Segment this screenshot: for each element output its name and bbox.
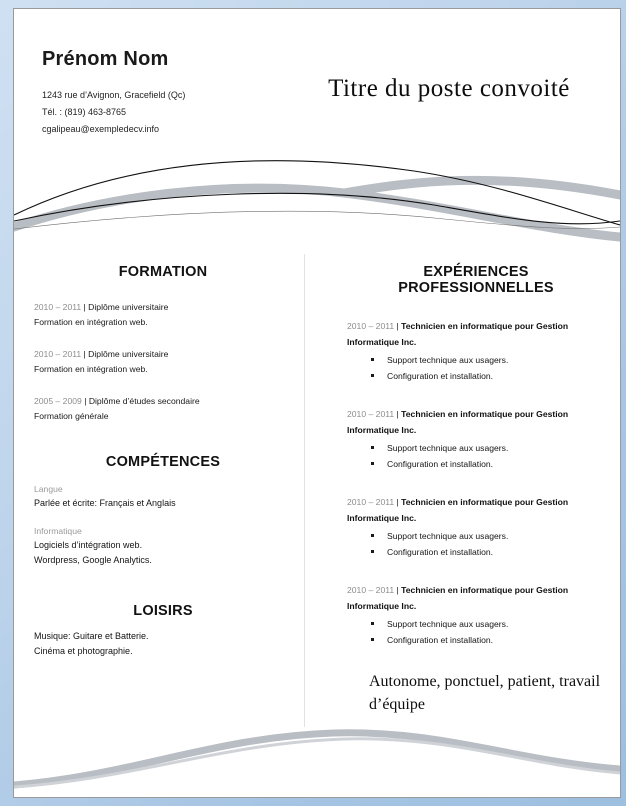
experience-date: 2010 – 2011 [347,497,395,507]
qualities-tagline: Autonome, ponctuel, patient, travail d’équipe [369,673,601,713]
formation-separator: | [83,302,86,312]
experience-role: Technicien en informatique pour Gestion Informatique Inc. [347,497,569,523]
applicant-name: Prénom Nom [42,48,169,70]
competence-line: Wordpress, Google Analytics. [34,555,152,565]
top-wave-decoration [14,149,620,254]
section-heading-loisirs: LOISIRS [133,602,193,619]
experience-role: Technicien en informatique pour Gestion Informatique Inc. [347,409,569,435]
formation-separator: | [84,396,87,406]
section-heading-competences: COMPÉTENCES [105,454,221,470]
loisir-line: Cinéma et photographie. [34,646,133,656]
formation-date: 2010 – 2011 [34,349,82,359]
competence-group [34,526,292,569]
wave-gray-band-left [14,188,620,237]
experience-date: 2010 – 2011 [347,409,395,419]
competence-group-label: Informatique [34,525,82,536]
competences-groups [34,484,292,569]
formation-detail: Formation générale [34,411,109,421]
contact-block [42,87,185,138]
formation-detail: Formation en intégration web. [34,364,148,374]
section-heading-formation: FORMATION [118,264,208,280]
experience-entry [347,582,605,648]
wave-gray-band-right [344,180,620,195]
formation-degree: Diplôme d’études secondaire [88,396,200,406]
section-heading-experiences: EXPÉRIENCES PROFESSIONNELLES [398,264,554,296]
left-column [34,264,292,660]
experience-role: Technicien en informatique pour Gestion Informatique Inc. [347,321,569,347]
experience-bullet: Support technique aux usagers. [347,616,605,632]
contact-email: cgalipeau@exempledecv.info [42,124,160,134]
formation-entries [34,300,292,424]
experience-entry [347,406,605,472]
experience-bullet: Support technique aux usagers. [347,440,605,456]
experience-bullet: Support technique aux usagers. [347,352,605,368]
right-column [347,264,605,716]
contact-phone: Tél. : (819) 463-8765 [42,107,127,117]
experience-separator: | [396,497,399,507]
competence-line: Logiciels d’intégration web. [34,539,143,550]
bottom-wave-decoration [14,717,620,797]
experience-bullets [347,352,605,384]
loisirs-lines [34,629,292,660]
formation-entry [34,394,292,424]
contact-address: 1243 rue d’Avignon, Gracefield (Qc) [42,90,186,100]
competence-group-label: Langue [34,484,63,494]
column-divider [304,254,305,727]
formation-degree: Diplôme universitaire [88,349,169,359]
competence-line: Parlée et écrite: Français et Anglais [34,498,176,508]
experience-bullet: Configuration et installation. [347,368,605,384]
experience-separator: | [396,409,399,419]
experience-bullets [347,616,605,648]
formation-entry [34,300,292,330]
wave-gray-band-bottom-soft [14,739,620,787]
resume-page [13,8,621,798]
experience-bullet: Configuration et installation. [347,544,605,560]
loisir-line: Musique: Guitare et Batterie. [34,630,149,641]
competence-group [34,484,292,512]
formation-entry [34,347,292,377]
formation-detail: Formation en intégration web. [34,317,148,327]
experience-date: 2010 – 2011 [347,321,395,331]
experience-bullet: Support technique aux usagers. [347,528,605,544]
experience-entry [347,318,605,384]
experience-date: 2010 – 2011 [347,585,395,595]
experience-bullets [347,528,605,560]
experience-bullet: Configuration et installation. [347,456,605,472]
formation-date: 2005 – 2009 [34,396,82,406]
experience-entry [347,494,605,560]
experience-role: Technicien en informatique pour Gestion Informatique Inc. [347,585,569,611]
experience-bullets [347,440,605,472]
job-title: Titre du poste convoité [328,75,570,102]
formation-date: 2010 – 2011 [34,302,82,312]
experience-separator: | [396,321,399,331]
experience-bullet: Configuration et installation. [347,632,605,648]
experience-separator: | [396,585,399,595]
formation-separator: | [83,349,86,359]
formation-degree: Diplôme universitaire [88,302,169,312]
